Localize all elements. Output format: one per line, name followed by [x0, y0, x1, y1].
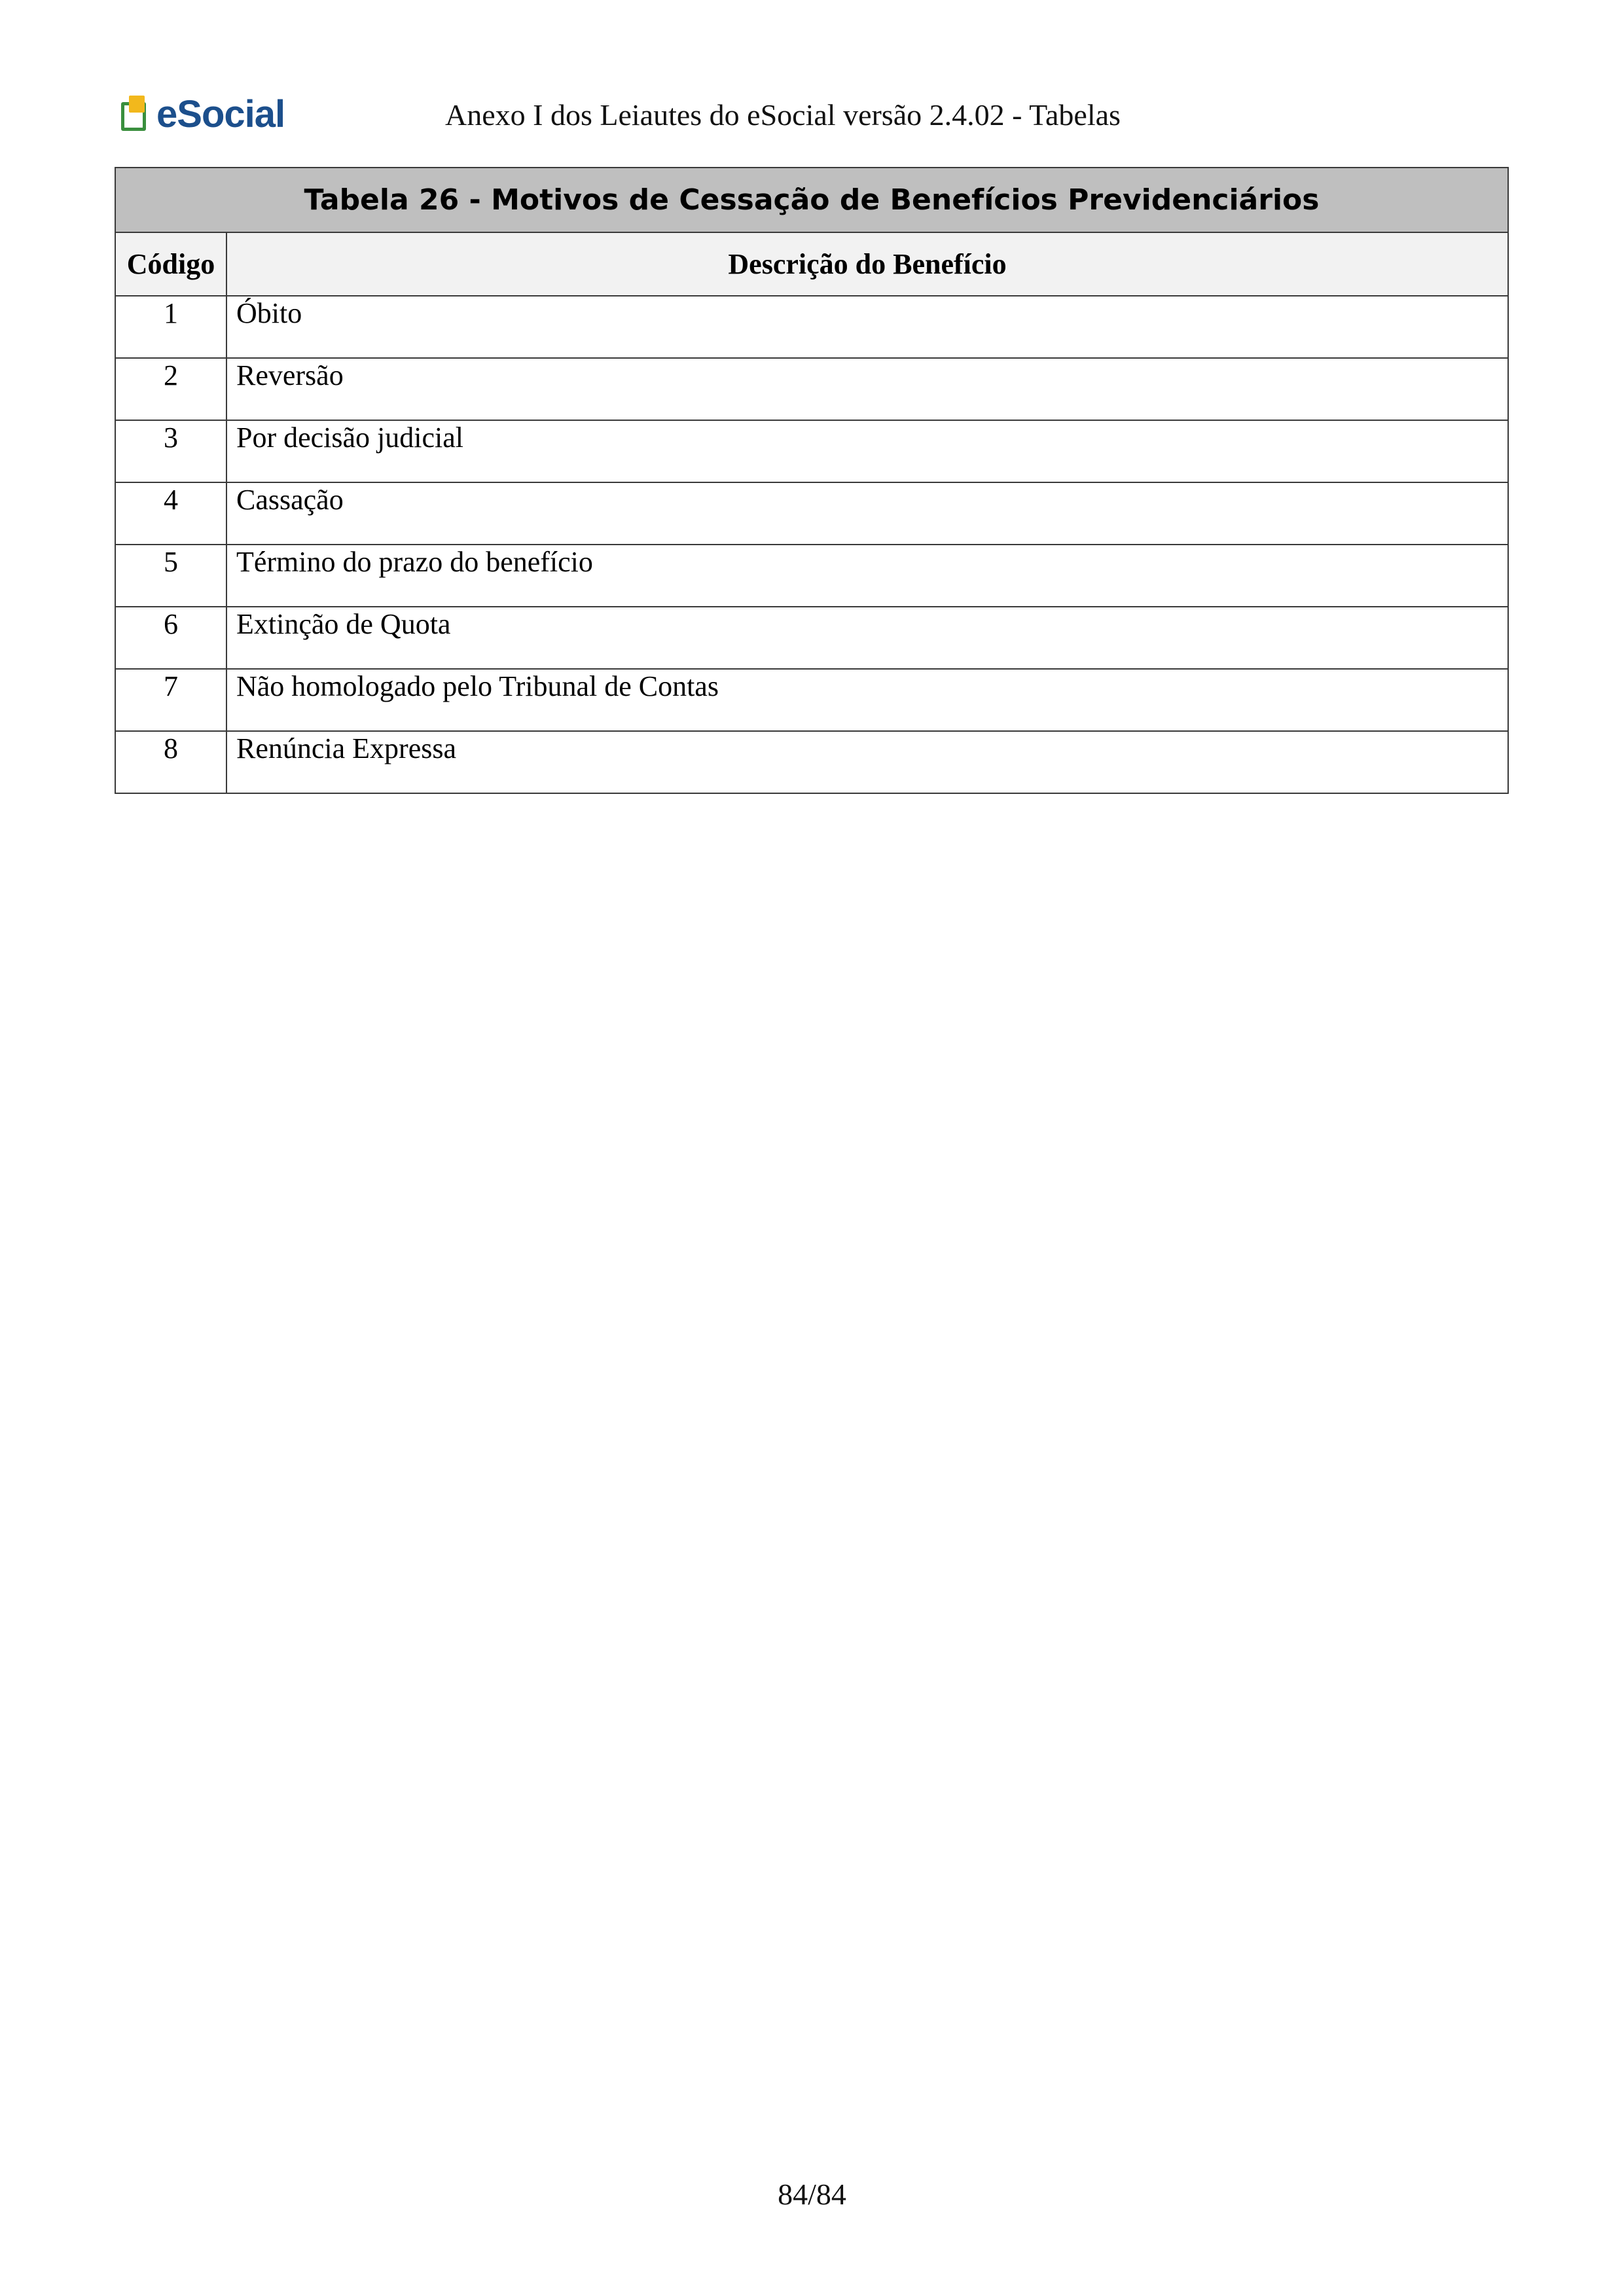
benefits-cessation-table: [115, 167, 1509, 794]
table-row: [115, 545, 1508, 607]
row-description: Cassação: [226, 482, 1508, 545]
row-code: 1: [115, 296, 226, 358]
esocial-logo-icon: [118, 96, 154, 134]
table-title: Tabela 26 - Motivos de Cessação de Benefícios Previdenciários: [115, 168, 1508, 232]
esocial-logo: [118, 93, 285, 136]
row-description: Extinção de Quota: [226, 607, 1508, 669]
row-code: 5: [115, 545, 226, 607]
column-header-description: Descrição do Benefício: [226, 232, 1508, 296]
table-row: [115, 482, 1508, 545]
row-code: 7: [115, 669, 226, 731]
page-number: 84/84: [778, 2178, 846, 2211]
table-row: [115, 358, 1508, 420]
row-description: Renúncia Expressa: [226, 731, 1508, 793]
row-code: 4: [115, 482, 226, 545]
document-header-title: Anexo I dos Leiautes do eSocial versão 2.4.02 - Tabelas: [445, 98, 1121, 132]
logo-text: eSocial: [156, 93, 285, 135]
table-row: [115, 296, 1508, 358]
table-title-row: [115, 168, 1508, 232]
column-header-code: Código: [115, 232, 226, 296]
row-code: 2: [115, 358, 226, 420]
row-description: Reversão: [226, 358, 1508, 420]
row-code: 3: [115, 420, 226, 482]
row-description: Óbito: [226, 296, 1508, 358]
table-row: [115, 607, 1508, 669]
table-row: [115, 669, 1508, 731]
table-header-row: [115, 232, 1508, 296]
row-description: Por decisão judicial: [226, 420, 1508, 482]
row-code: 6: [115, 607, 226, 669]
table-row: [115, 731, 1508, 793]
table-row: [115, 420, 1508, 482]
row-description: Término do prazo do benefício: [226, 545, 1508, 607]
row-description: Não homologado pelo Tribunal de Contas: [226, 669, 1508, 731]
row-code: 8: [115, 731, 226, 793]
